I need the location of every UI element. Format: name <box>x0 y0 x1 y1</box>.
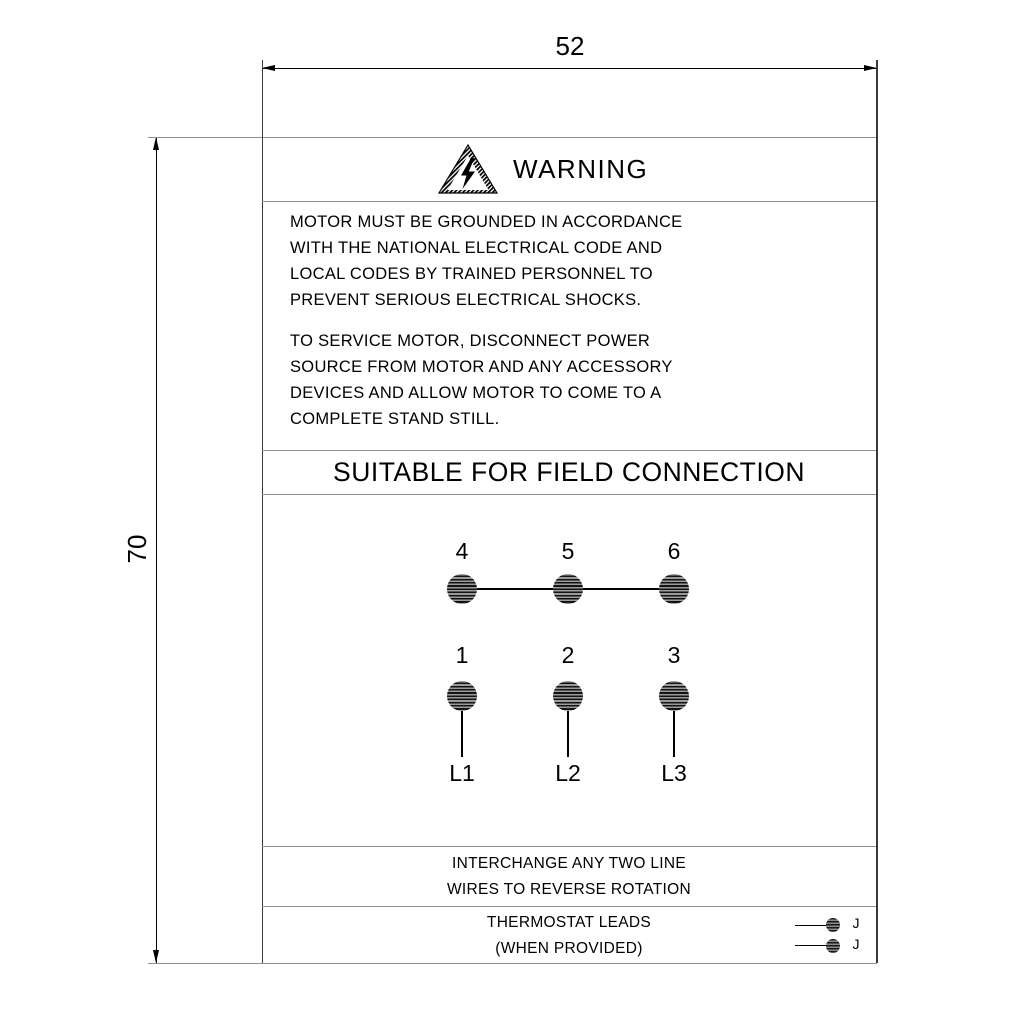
height-dim-arrow-down-icon <box>153 950 159 963</box>
terminal-number-2: 2 <box>561 642 575 668</box>
divider-field-title-bottom <box>262 494 876 495</box>
field-connection-title: SUITABLE FOR FIELD CONNECTION <box>333 457 805 487</box>
thermostat-note <box>262 910 876 962</box>
service-line-1: TO SERVICE MOTOR, DISCONNECT POWER <box>290 332 651 350</box>
terminal-number-5: 5 <box>561 538 575 564</box>
label-bottom-border <box>148 963 877 964</box>
warning-title: WARNING <box>513 154 649 184</box>
width-dim-arrow-left-icon <box>262 65 275 71</box>
thermostat-lead-label-1: J <box>852 915 860 931</box>
thermostat-note-line-1: THERMOSTAT LEADS <box>486 914 652 931</box>
thermostat-lead-label-2: J <box>852 935 860 952</box>
divider-warning-bottom <box>262 201 876 202</box>
lead-label-L1: L1 <box>449 760 475 786</box>
label-right-border <box>876 60 878 963</box>
thermostat-lead-terminal-2 <box>826 939 840 953</box>
service-line-4: COMPLETE STAND STILL. <box>290 410 500 428</box>
terminal-circle-4 <box>447 574 477 604</box>
terminal-circle-6 <box>659 574 689 604</box>
height-dim-arrow-up-icon <box>153 137 159 150</box>
terminal-number-4: 4 <box>455 538 469 564</box>
grounding-line-3: LOCAL CODES BY TRAINED PERSONNEL TO <box>290 265 653 283</box>
divider-thermostat-top <box>262 906 876 907</box>
thermostat-lead-terminal-1 <box>826 918 840 932</box>
height-dimension-line <box>156 137 157 963</box>
terminal-number-3: 3 <box>667 642 681 668</box>
terminal-number-6: 6 <box>667 538 681 564</box>
divider-field-title-top <box>262 450 876 451</box>
thermostat-lead-wire-2 <box>795 945 828 946</box>
lead-wire-L2 <box>567 711 569 757</box>
rotation-note-line-1: INTERCHANGE ANY TWO LINE <box>451 855 686 872</box>
terminal-circle-2 <box>553 681 583 711</box>
grounding-paragraph <box>290 209 682 313</box>
lead-label-L2: L2 <box>555 760 581 786</box>
thermostat-lead-wire-1 <box>795 925 828 926</box>
terminal-number-1: 1 <box>455 642 469 668</box>
service-paragraph <box>290 328 673 432</box>
grounding-line-2: WITH THE NATIONAL ELECTRICAL CODE AND <box>290 239 663 257</box>
divider-rotation-top <box>262 846 876 847</box>
terminal-circle-1 <box>447 681 477 711</box>
height-dimension-label: 70 <box>122 534 152 564</box>
grounding-line-4: PREVENT SERIOUS ELECTRICAL SHOCKS. <box>290 291 642 309</box>
label-top-border <box>148 137 877 138</box>
thermostat-note-line-2: (WHEN PROVIDED) <box>495 940 643 957</box>
terminal-circle-5 <box>553 574 583 604</box>
width-dimension-line <box>262 68 877 69</box>
service-line-3: DEVICES AND ALLOW MOTOR TO COME TO A <box>290 384 662 402</box>
high-voltage-warning-icon <box>438 144 498 194</box>
lead-wire-L3 <box>673 711 675 757</box>
lead-label-L3: L3 <box>661 760 687 786</box>
grounding-line-1: MOTOR MUST BE GROUNDED IN ACCORDANCE <box>290 213 683 231</box>
rotation-note <box>262 851 876 903</box>
label-left-border <box>262 60 264 963</box>
width-dimension-label: 52 <box>555 31 585 61</box>
rotation-note-line-2: WIRES TO REVERSE ROTATION <box>446 881 692 898</box>
terminal-circle-3 <box>659 681 689 711</box>
lead-wire-L1 <box>461 711 463 757</box>
service-line-2: SOURCE FROM MOTOR AND ANY ACCESSORY <box>290 358 673 376</box>
